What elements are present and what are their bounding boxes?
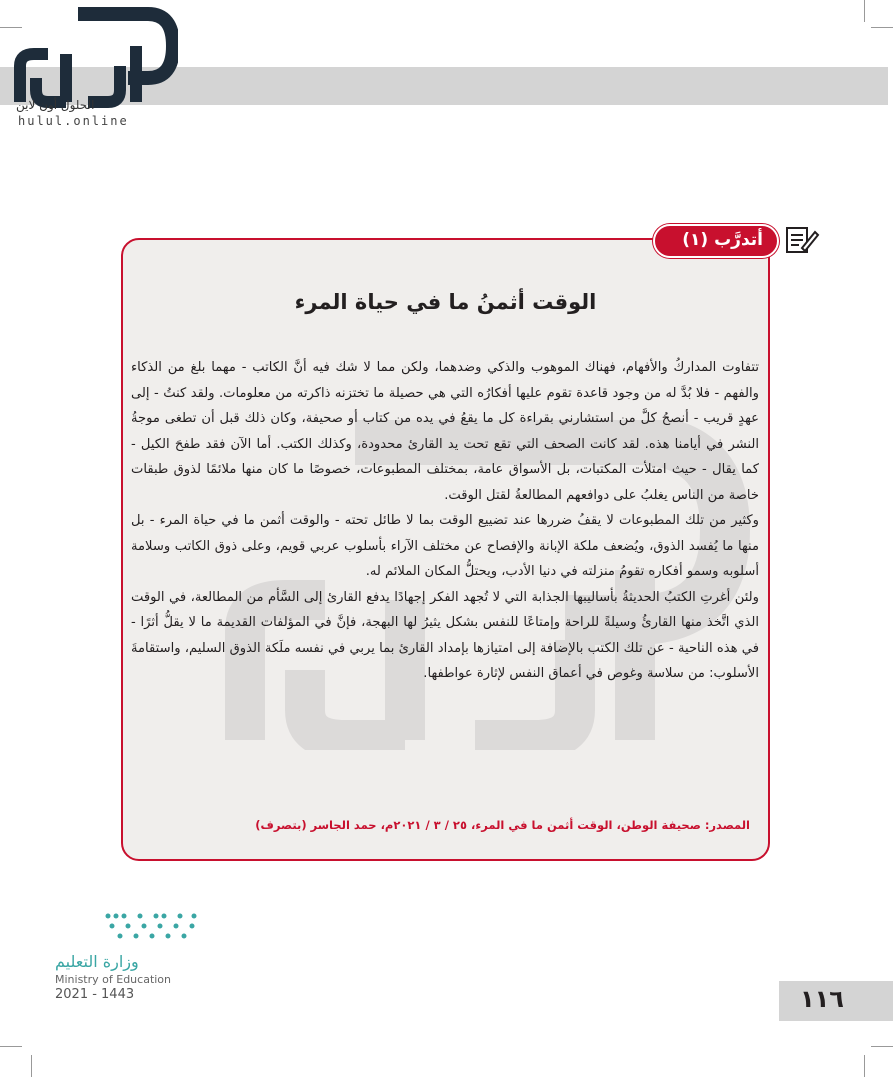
passage-title: الوقت أثمنُ ما في حياة المرء [294,290,597,314]
crop-mark [864,0,865,22]
crop-mark [871,27,893,28]
crop-mark [31,1055,32,1077]
passage-body [131,355,759,687]
edition-year: 2021 - 1443 [55,987,135,1002]
crop-mark [871,1046,893,1047]
crop-mark [864,1055,865,1077]
ministry-dots-logo [100,908,202,946]
paragraph: وكثير من تلك المطبوعات لا يقفُ ضررها عند تضييع الوقت بما لا طائل تحته - والوقت أثمن ما في حياة المرء - بل منها ما يُفسد الذوق، ويُضعف ملكة الإبانة والإفصاح عن مختلف الآراء بأسلوب عربي قويم، وعلى ذوق الكاتب وسلامة أسلوبه وسمو أفكاره تقومُ منزلته في دنيا الأدب، ويحتلُّ المكان الملائم له. [131,513,759,579]
paragraph: تتفاوت المداركُ والأفهام، فهناك الموهوب والذكي وضدهما، ولكن مما لا شك فيه أنَّ الكاتب - مهما بلغ من الذكاء والفهم - فلا بُدَّ له من وجود قاعدة تقوم عليها أفكارُه التي هي حصيلة ما تختزنه ذاكرته من معلومات. ولقد كنتُ - إلى عهدٍ قريب - أنصحُ كلَّ من استشارني بقراءة كل ما يقعُ في يده من كتاب أو صحيفة، وكان ذلك قبل أن تطغى موجةُ النشر في أيامنا هذه. لقد كانت الصحف التي تقع تحت يد القارئ محدودة، وكذلك الكتب. أما الآن فقد طفحَ الكيل - كما يقال - حيث امتلأت المكتبات، بل الأسواق عامة، بمختلف المطبوعات، خصوصًا ما كان منها ملائمًا لذوق طبقات خاصة من الناس يغلبُ على دوافعهم المطالعةُ لقتل الوقت. [131,360,759,503]
logo-tagline: الحلول أون لاين [16,98,95,112]
source-citation: المصدر: صحيفة الوطن، الوقت أثمن ما في المرء، ٢٥ / ٣ / ٢٠٢١م، حمد الجاسر (بتصرف) [255,818,750,832]
ministry-name-en: Ministry of Education [55,973,172,986]
paragraph: ولئن أغرتِ الكتبُ الحديثةُ بأساليبها الجذابة التي لا تُجهد الفكر إجهادًا يدفع القارئ إلى السَّأم من المطالعة، في الوقت الذي اتَّخذ منها القارئُ وسيلةً للراحة وإمتاعًا للنفس بشكل يثيرُ لها البهجة، فإنَّ في المؤلفات القديمة ما لا يقلُّ أثرًا - في هذه الناحية - عن تلك الكتب بالإضافة إلى امتيازها بإمداد القارئ بما يربي في نفسه ملَكة الذوق السليم، واستقامةَ الأسلوب: من سلاسة وغوص في أعماق النفس لإثارة عواطفها. [131,589,759,681]
logo-domain: hulul.online [18,114,129,128]
page-number: ١١٦ [800,985,844,1013]
crop-mark [0,1046,22,1047]
ministry-name-ar: وزارة التعليم [55,952,139,971]
exercise-tag: أتدرَّب (١) [653,224,779,258]
pencil-notepad-icon [784,224,820,256]
